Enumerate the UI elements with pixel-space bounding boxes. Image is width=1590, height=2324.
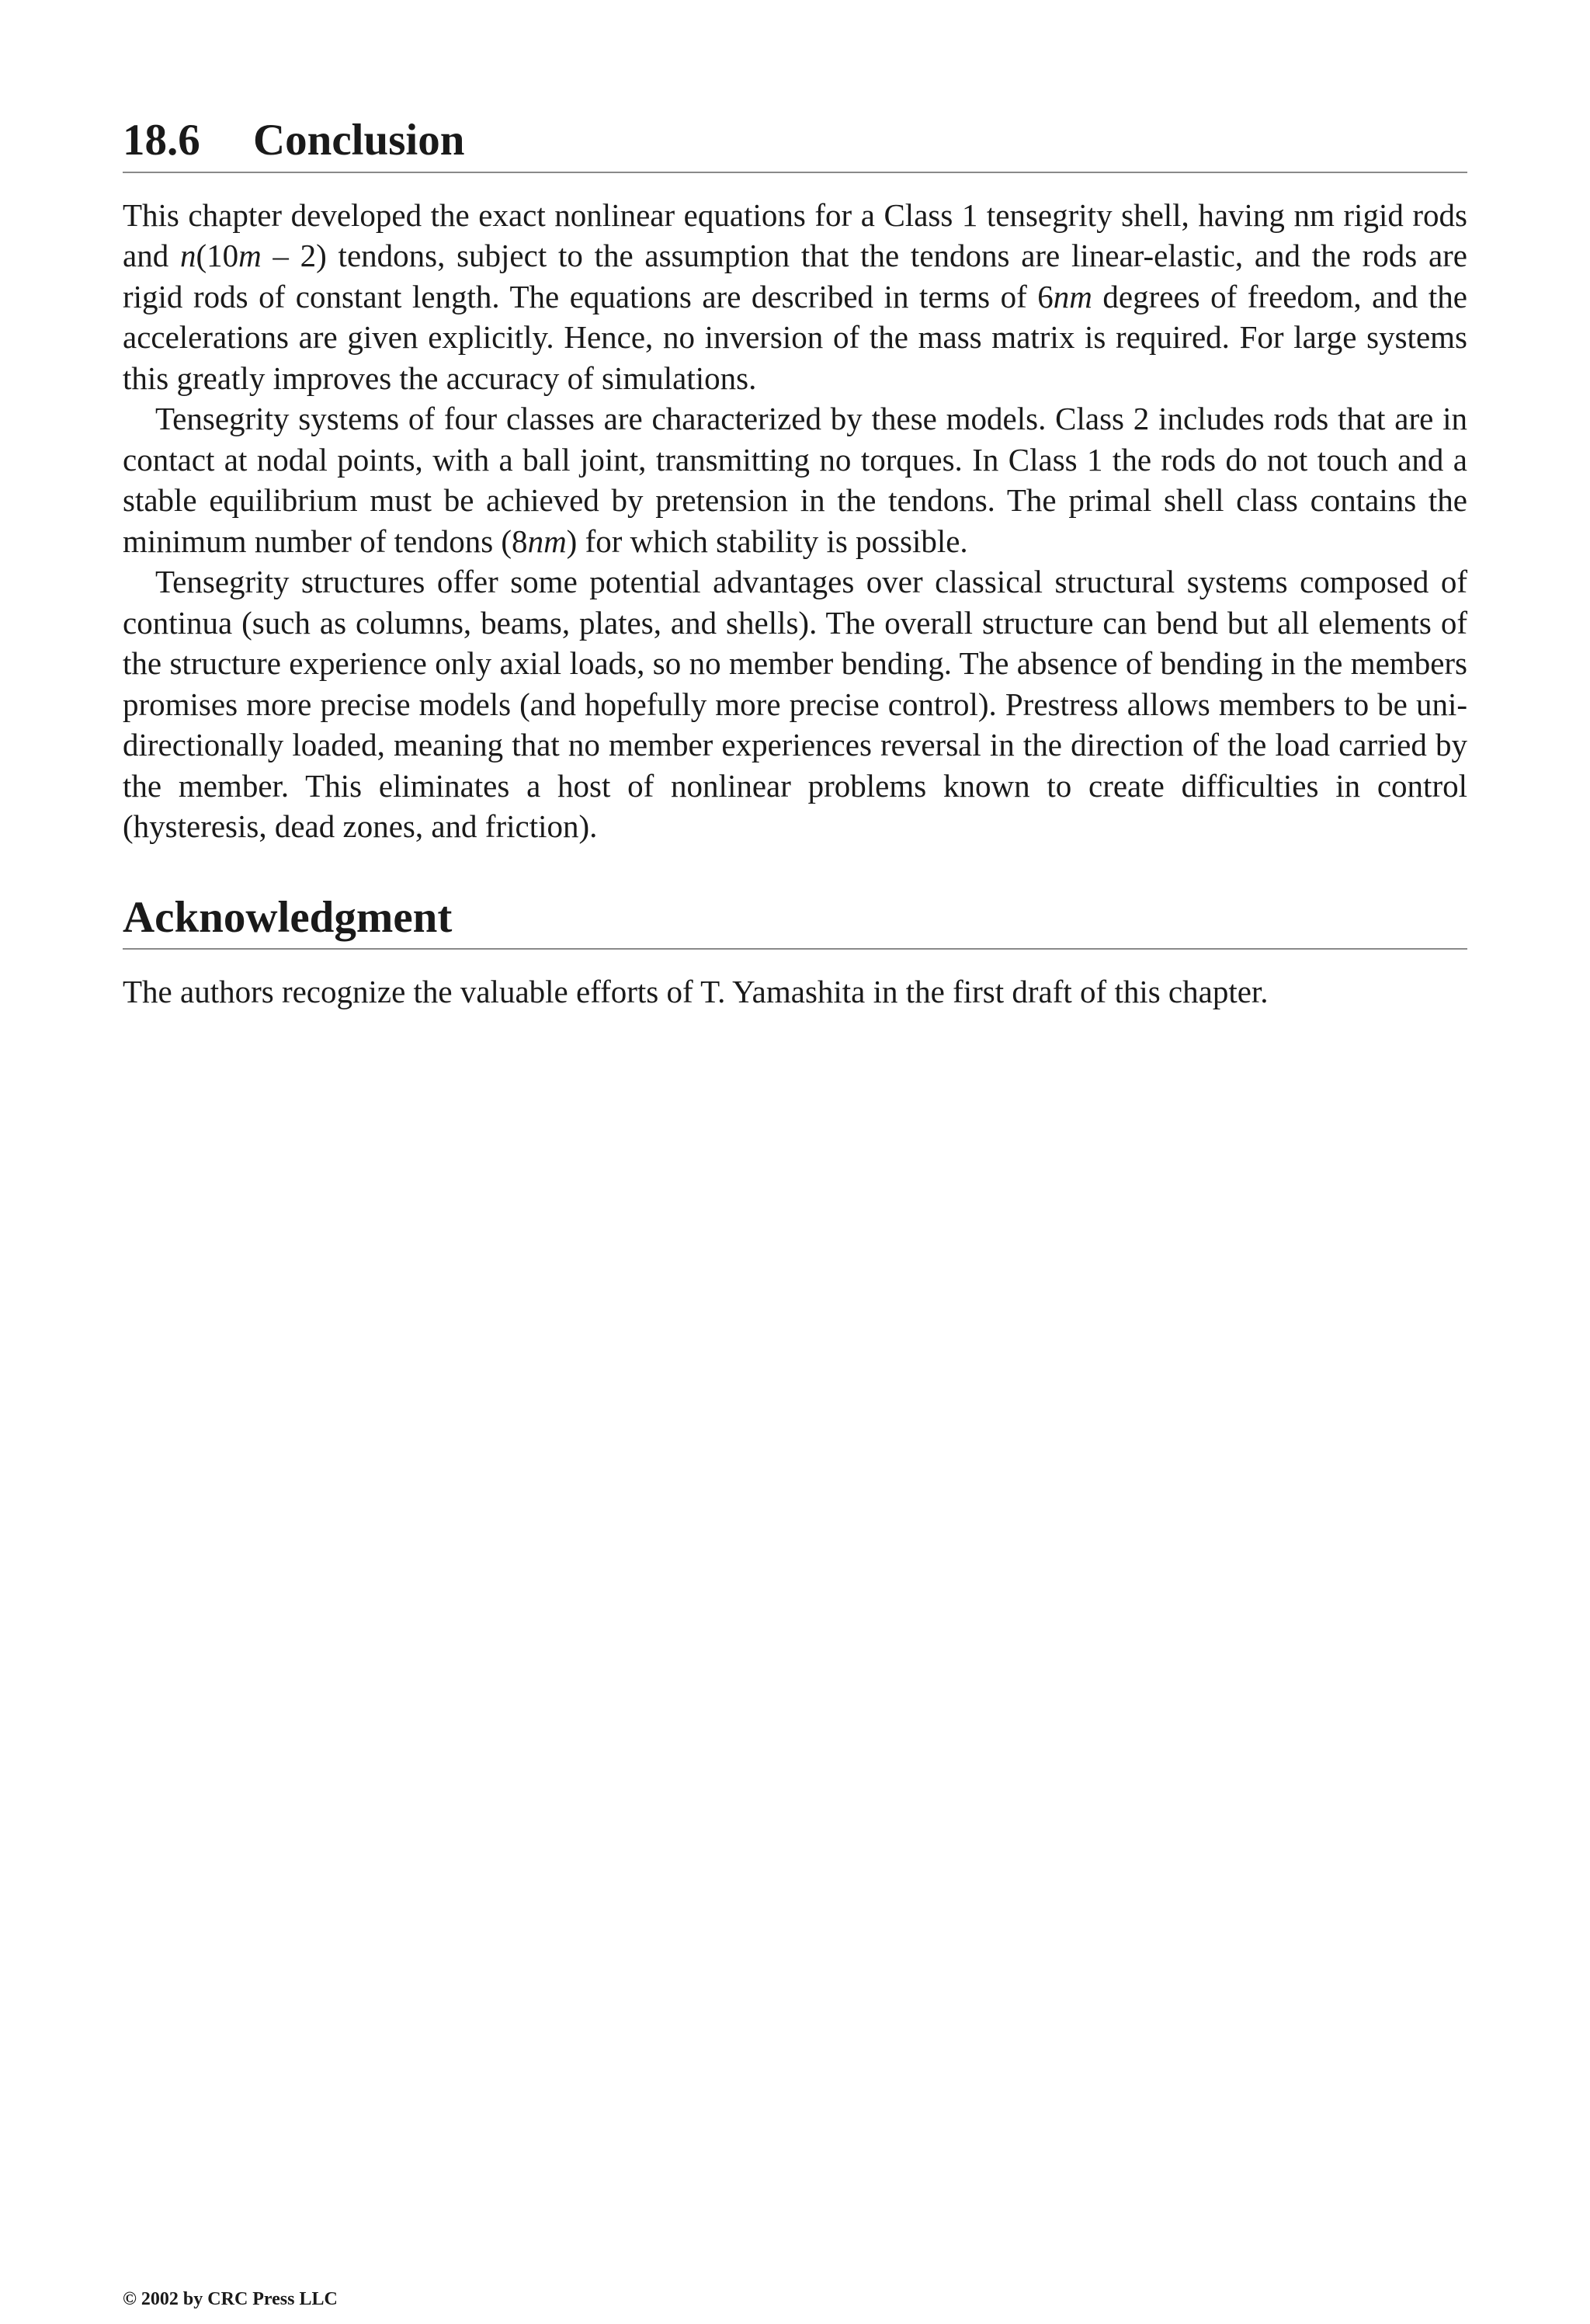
section-body — [123, 195, 1467, 847]
copyright-footer: © 2002 by CRC Press LLC — [123, 2289, 338, 2309]
section-rule — [123, 172, 1467, 173]
section-title: Conclusion — [253, 116, 465, 165]
acknowledgment-heading: Acknowledgment — [123, 892, 453, 942]
section-heading — [123, 116, 1467, 165]
acknowledgment-paragraph: The authors recognize the valuable efforts of T. Yamashita in the first draft of this chapter. — [123, 974, 1269, 1010]
section-number: 18.6 — [123, 116, 200, 165]
conclusion-paragraph-3: Tensegrity structures offer some potential advantages over classical structural systems composed of continua (such as columns, beams, plates, and shells). The overall structure can bend but all elements of the structure experience only axial loads, so no member bending. The absence of bending in the members promises more precise models (and hopefully more precise control). Prestress allows members to be uni-directionally loaded, meaning that no member experiences reversal in the direction of the load carried by the member. This eliminates a host of nonlinear problems known to create difficulties in control (hysteresis, dead zones, and friction). — [123, 564, 1467, 845]
document-page — [123, 116, 1467, 1013]
conclusion-paragraph-1: This chapter developed the exact nonlinear equations for a Class 1 tensegrity shell, having nm rigid rods and n(10m – 2) tendons, subject to the assumption that the tendons are linear-elastic, and the rods are rigid rods of constant length. The equations are described in terms of 6nm degrees of freedom, and the accelerations are given explicitly. Hence, no inversion of the mass matrix is required. For large systems this greatly improves the accuracy of simulations. — [123, 196, 1467, 396]
acknowledgment-section — [123, 894, 1467, 1013]
conclusion-paragraph-2: Tensegrity systems of four classes are characterized by these models. Class 2 includes rods that are in contact at nodal points, with a ball joint, transmitting no torques. In Class 1 the rods do not touch and a stable equilibrium must be achieved by pretension in the tendons. The primal shell class contains the minimum number of tendons (8nm) for which stability is possible. — [123, 401, 1467, 559]
acknowledgment-rule — [123, 948, 1467, 950]
